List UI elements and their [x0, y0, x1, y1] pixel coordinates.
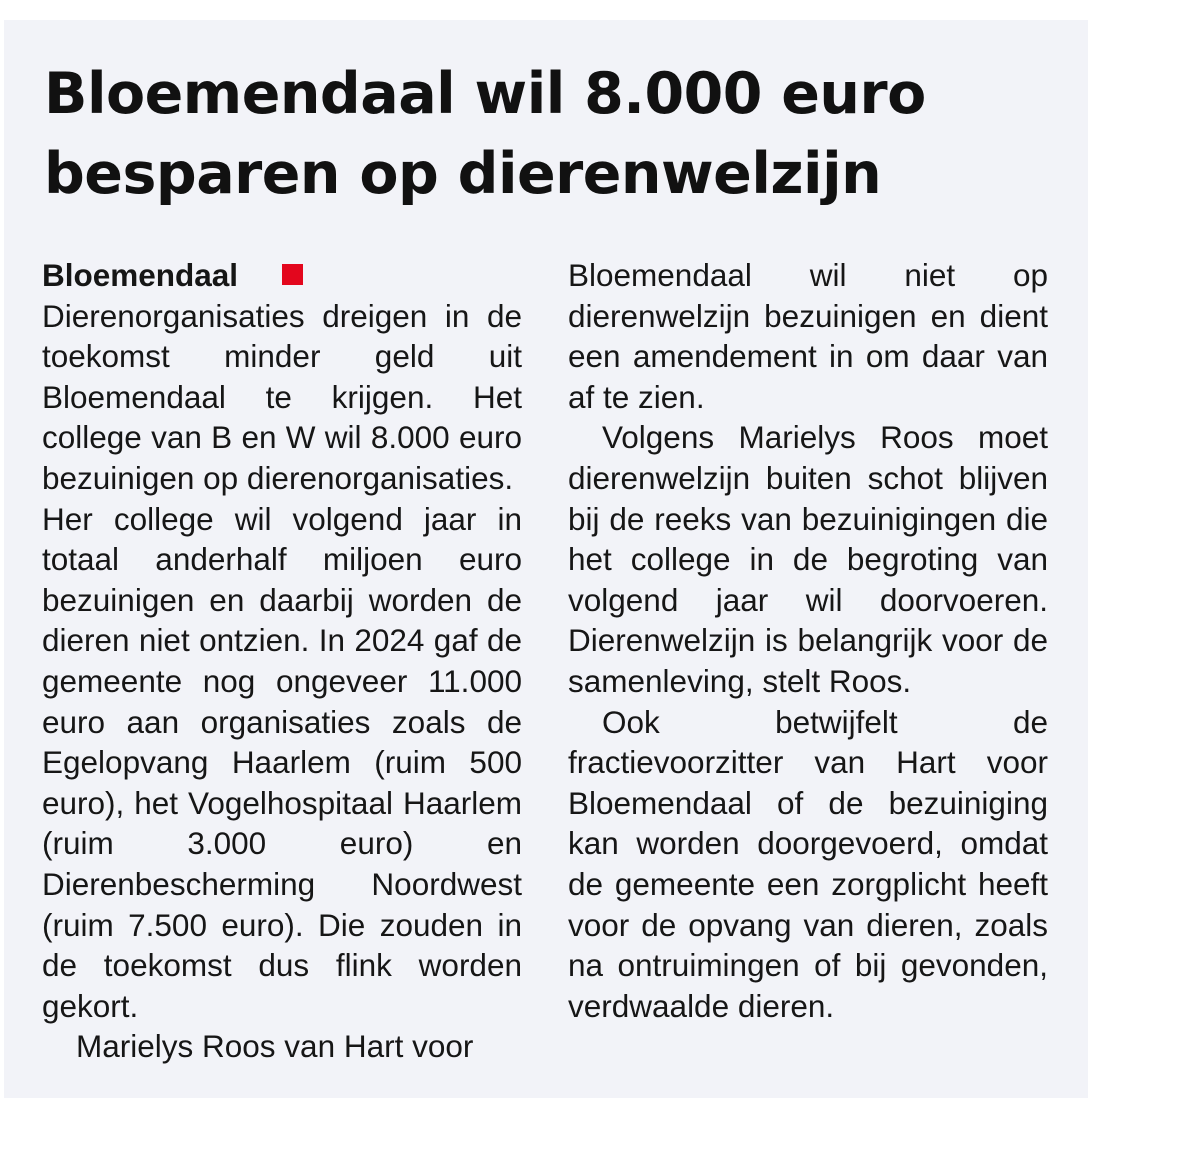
body-paragraph: Marielys Roos van Hart voor: [76, 1028, 474, 1065]
body-paragraph: Bloemendaal wil niet op dierenwelzijn bezuinigen en dient een amendement in om daar van af te zien.: [568, 257, 1048, 415]
article-headline: Bloemendaal wil 8.000 euro besparen op dierenwelzijn: [44, 61, 926, 207]
dateline: Bloemendaal: [42, 257, 239, 293]
red-square-marker: [282, 264, 303, 285]
lead-text: Dierenorganisaties dreigen in de toekomst minder geld uit Bloemendaal te krijgen. Het college van B en W wil 8.000 euro bezuinigen op dierenorganisaties.: [42, 297, 522, 496]
article-column-right: [568, 255, 1048, 1026]
body-paragraph: Her college wil volgend jaar in totaal anderhalf miljoen euro bezuinigen en daarbij worden de dieren niet ontzien. In 2024 gaf de gemeente nog ongeveer 11.000 euro aan organisaties zoals de Egelopvang Haarlem (ruim 500 euro), het Vogelhospitaal Haarlem (ruim 3.000 euro) en Dierenbescherming Noordwest (ruim 7.500 euro). Die zouden in de toekomst dus flink worden gekort.: [42, 500, 522, 1024]
article-column-left: [42, 255, 522, 1067]
newspaper-article: [4, 20, 1088, 1098]
lead-paragraph: [42, 255, 522, 499]
body-paragraph: Ook betwijfelt de fractievoorzitter van Hart voor Bloemendaal of de bezuiniging kan worden doorgevoerd, omdat de gemeente een zorgplicht heeft voor de opvang van dieren, zoals na ontruimingen of bij gevonden, verdwaalde dieren.: [568, 703, 1048, 1024]
body-paragraph: Volgens Marielys Roos moet dierenwelzijn buiten schot blijven bij de reeks van bezuinigingen die het college in de begroting van volgend jaar wil doorvoeren. Dierenwelzijn is belangrijk voor de samenleving, stelt Roos.: [568, 419, 1048, 699]
